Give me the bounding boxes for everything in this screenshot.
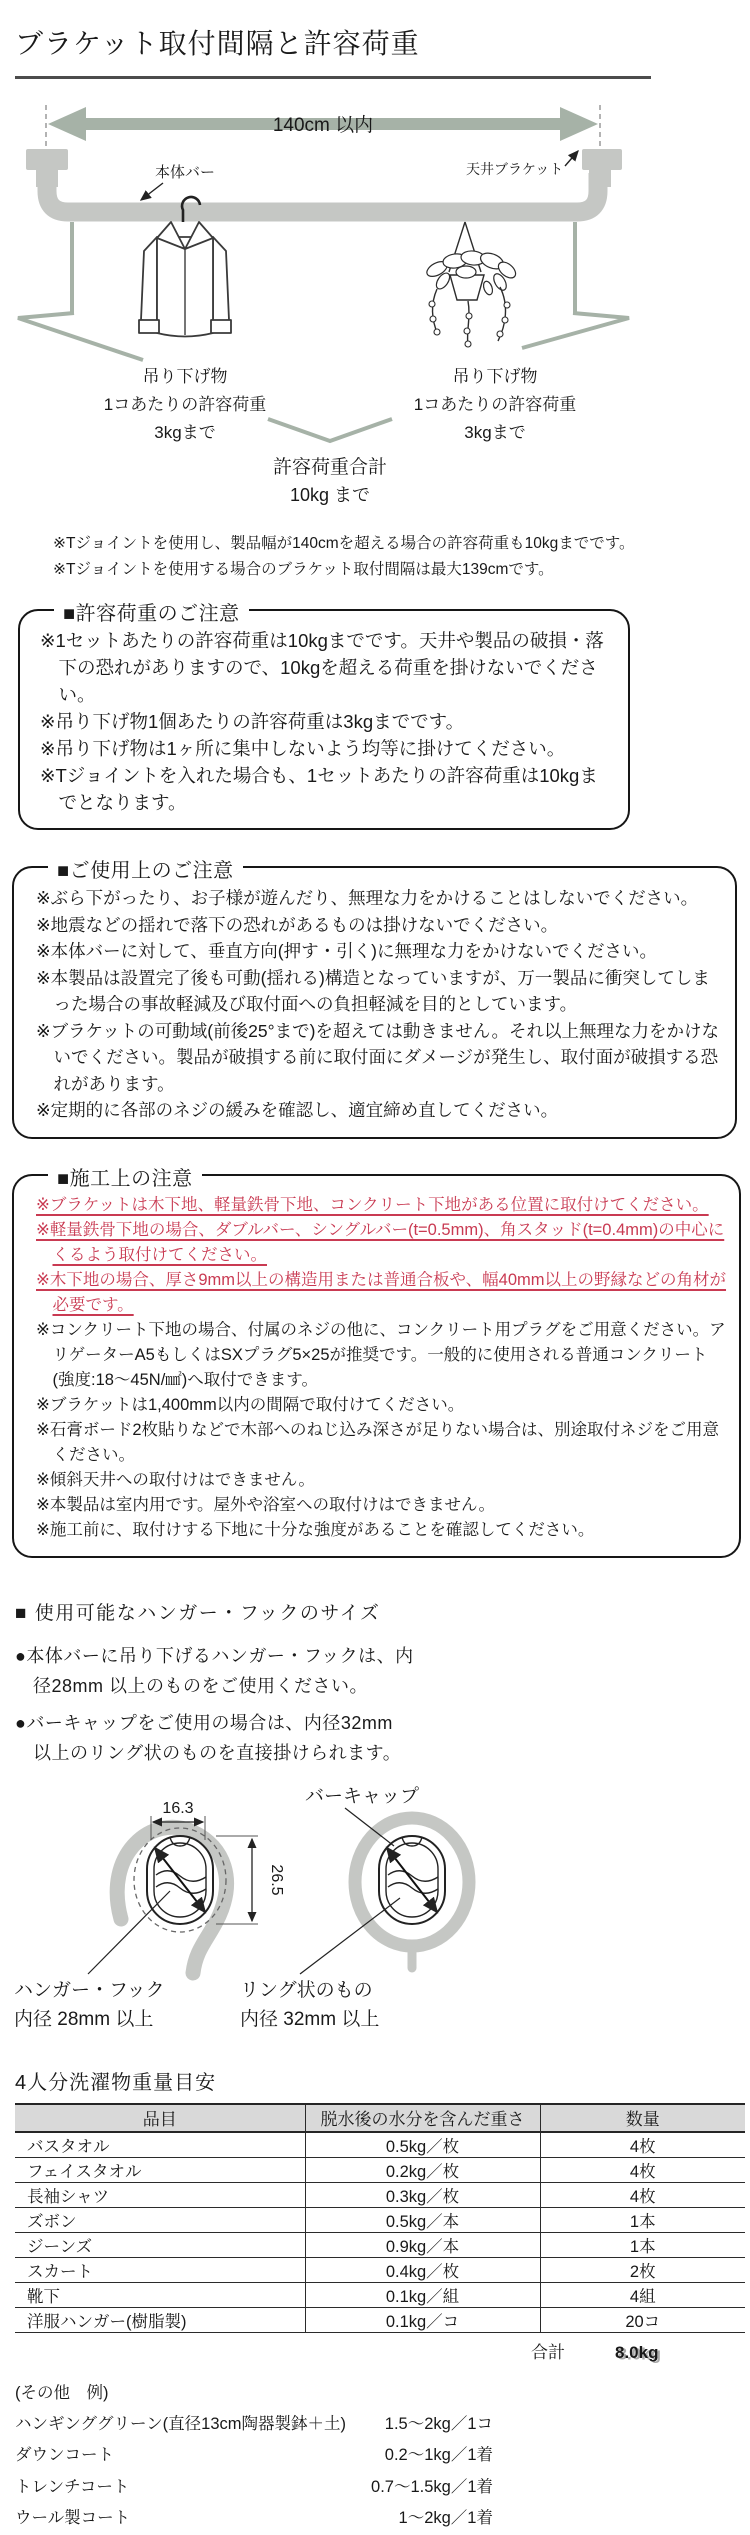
total-leader bbox=[268, 419, 392, 441]
bar-label-arrow bbox=[141, 183, 163, 200]
laundry-weight-table bbox=[15, 2103, 745, 2333]
others-value: 1.5〜2kg／1コ bbox=[384, 2414, 493, 2433]
cell-quantity: 4枚 bbox=[540, 2132, 745, 2158]
hook-label-leader bbox=[88, 1891, 170, 1974]
others-value: 1〜2kg／1着 bbox=[398, 2509, 493, 2527]
usage-notice-title: ■ご使用上のご注意 bbox=[48, 854, 243, 883]
height-dimension-label: 26.5 bbox=[268, 1863, 285, 1896]
table-row bbox=[15, 2207, 745, 2232]
others-section bbox=[15, 2379, 750, 2535]
notice-item: ※定期的に各部のネジの緩みを確認し、適宜締め直してください。 bbox=[36, 1100, 559, 1120]
installation-notice-box bbox=[12, 1167, 741, 1558]
others-value: 0.7〜1.5kg／1着 bbox=[371, 2477, 493, 2496]
cell-weight: 0.4kg／枚 bbox=[305, 2257, 540, 2282]
total-load-line1: 許容荷重合計 bbox=[272, 457, 388, 478]
hook-label-line1: ハンガー・フック bbox=[14, 1979, 165, 2001]
document-page bbox=[0, 22, 750, 2527]
notice-item: ※施工前に、取付けする下地に十分な強度があることを確認してください。 bbox=[36, 1520, 595, 1539]
list-item bbox=[15, 2472, 493, 2504]
diagram-note: ※Tジョイントを使用する場合のブラケット取付間隔は最大139cmです。 bbox=[53, 561, 554, 578]
bar-cap-label: バーキャップ bbox=[305, 1785, 420, 1807]
table-total-row bbox=[15, 2338, 750, 2363]
hook-label-line2: 内径 28mm 以上 bbox=[14, 2008, 154, 2030]
list-item bbox=[15, 2503, 493, 2535]
notice-item: ※吊り下げ物1個あたりの許容荷重は3kgまでです。 bbox=[40, 711, 465, 732]
cell-quantity: 2枚 bbox=[540, 2257, 745, 2282]
notice-item: ※石膏ボード2枚貼りなどで木部へのねじ込み深さが足りない場合は、別途取付ネジをご用意ください。 bbox=[36, 1420, 720, 1464]
ceiling-bracket-label-arrow bbox=[565, 151, 578, 166]
cell-weight: 0.1kg／コ bbox=[305, 2307, 540, 2332]
ring-label-line2: 内径 32mm 以上 bbox=[240, 2008, 380, 2030]
cell-weight: 0.1kg／組 bbox=[305, 2282, 540, 2307]
hanger-size-heading: ■ 使用可能なハンガー・フックのサイズ bbox=[15, 1602, 381, 1624]
others-item: ハンギンググリーン(直径13cm陶器製鉢＋土) bbox=[15, 2414, 347, 2433]
notice-item: ※傾斜天井への取付けはできません。 bbox=[36, 1470, 315, 1489]
width-dimension-label: 16.3 bbox=[162, 1799, 194, 1817]
load-arrow-right bbox=[522, 313, 629, 348]
table-row bbox=[15, 2257, 745, 2282]
cell-quantity: 1本 bbox=[540, 2232, 745, 2257]
notice-item-emphasis: ※木下地の場合、厚さ9mm以上の構造用または普通合板や、幅40mm以上の野縁などの角材が必要です。 bbox=[36, 1270, 727, 1314]
hook-size-diagram bbox=[0, 1776, 750, 2046]
cell-quantity: 4枚 bbox=[540, 2157, 745, 2182]
others-item: ウール製コート bbox=[15, 2509, 131, 2527]
cell-weight: 0.5kg／枚 bbox=[305, 2132, 540, 2158]
diagram-note: ※Tジョイントを使用し、製品幅が140cmを超える場合の許容荷重も10kgまでです。 bbox=[53, 535, 635, 552]
cell-item: ジーンズ bbox=[15, 2232, 305, 2257]
cell-quantity: 20コ bbox=[540, 2307, 745, 2332]
left-item-line2: 1コあたりの許容荷重 bbox=[103, 395, 267, 414]
cell-weight: 0.5kg／本 bbox=[305, 2207, 540, 2232]
total-load-line2: 10kg まで bbox=[289, 485, 371, 505]
col-header-item: 品目 bbox=[15, 2104, 305, 2132]
usage-notice-box bbox=[12, 860, 737, 1139]
col-header-weight: 脱水後の水分を含んだ重さ bbox=[305, 2104, 540, 2132]
list-item bbox=[15, 2440, 493, 2472]
others-item: ダウンコート bbox=[15, 2446, 114, 2464]
cell-item: 洋服ハンガー(樹脂製) bbox=[15, 2307, 305, 2332]
table-row bbox=[15, 2307, 745, 2332]
col-header-quantity: 数量 bbox=[540, 2104, 745, 2132]
cell-weight: 0.2kg／枚 bbox=[305, 2157, 540, 2182]
cell-item: 靴下 bbox=[15, 2282, 305, 2307]
bar-label: 本体バー bbox=[155, 164, 216, 181]
table-header-row bbox=[15, 2104, 745, 2132]
cell-quantity: 4枚 bbox=[540, 2182, 745, 2207]
hanger-bullet: ●本体バーに吊り下げるハンガー・フックは、内径28mm 以上のものをご使用ください。 bbox=[15, 1645, 414, 1696]
load-notice-title: ■許容荷重のご注意 bbox=[54, 597, 249, 626]
hanger-size-bullets bbox=[15, 1641, 415, 1768]
hanger-bullet: ●バーキャップをご使用の場合は、内径32mm 以上のリング状のものを直接掛けられます。 bbox=[15, 1712, 402, 1763]
cell-item: 長袖シャツ bbox=[15, 2182, 305, 2207]
others-title: (その他 例) bbox=[15, 2383, 109, 2402]
cell-item: スカート bbox=[15, 2257, 305, 2282]
ceiling-bracket-label: 天井ブラケット bbox=[466, 161, 564, 177]
notice-item: ※ぶら下がったり、お子様が遊んだり、無理な力をかけることはしないでください。 bbox=[36, 888, 699, 908]
main-bar bbox=[47, 173, 598, 212]
others-item: トレンチコート bbox=[15, 2477, 130, 2496]
cell-weight: 0.3kg／枚 bbox=[305, 2182, 540, 2207]
right-item-line3: 3kgまで bbox=[464, 423, 526, 442]
notice-item: ※本製品は設置完了後も可動(揺れる)構造となっていますが、万一製品に衝突してしまった場合の事故軽減及び取付面への負担軽減を目的としています。 bbox=[36, 967, 710, 1014]
table-row bbox=[15, 2182, 745, 2207]
right-item-line1: 吊り下げ物 bbox=[452, 367, 538, 386]
load-notice-box bbox=[18, 603, 630, 830]
table-row bbox=[15, 2282, 745, 2307]
cell-weight: 0.9kg／本 bbox=[305, 2232, 540, 2257]
notice-item: ※ブラケットは1,400mm以内の間隔で取付けてください。 bbox=[36, 1395, 465, 1414]
left-item-line1: 吊り下げ物 bbox=[142, 367, 228, 386]
list-item bbox=[15, 2409, 493, 2441]
table-row bbox=[15, 2157, 745, 2182]
notice-item-emphasis: ※軽量鉄骨下地の場合、ダブルバー、シングルバー(t=0.5mm)、角スタッド(t=0.4mm)の中心にくるよう取付けてください。 bbox=[36, 1220, 725, 1264]
plant-illustration bbox=[424, 222, 518, 347]
load-arrow-left bbox=[18, 313, 143, 360]
notice-item: ※本製品は室内用です。屋外や浴室への取付けはできません。 bbox=[36, 1495, 495, 1514]
notice-item: ※Tジョイントを入れた場合も、1セットあたりの許容荷重は10kgまでとなります。 bbox=[40, 765, 598, 813]
notice-item: ※ブラケットの可動域(前後25°まで)を超えては動きません。それ以上無理な力をかけないでください。製品が破損する前に取付面にダメージが発生し、取付面が破損する恐れがあります。 bbox=[36, 1020, 719, 1094]
cell-quantity: 1本 bbox=[540, 2207, 745, 2232]
cell-quantity: 4組 bbox=[540, 2282, 745, 2307]
bracket-spacing-diagram bbox=[0, 89, 750, 519]
cell-item: ズボン bbox=[15, 2207, 305, 2232]
laundry-table-title: 4人分洗濯物重量目安 bbox=[15, 2071, 217, 2094]
notice-item: ※地震などの揺れで落下の恐れがあるものは掛けないでください。 bbox=[36, 914, 559, 935]
notice-item-emphasis: ※ブラケットは木下地、軽量鉄骨下地、コンクリート下地がある位置に取付けてください。 bbox=[36, 1195, 709, 1214]
total-label: 合計 bbox=[531, 2342, 565, 2362]
cell-item: バスタオル bbox=[15, 2132, 305, 2158]
installation-notice-title: ■施工上の注意 bbox=[48, 1162, 202, 1191]
notice-item: ※コンクリート下地の場合、付属のネジの他に、コンクリート用プラグをご用意ください。アリゲーターA5もしくはSXプラグ5×25が推奨です。一般的に使用される普通コンクリート(強度:18〜45N/㎟)へ取付できます。 bbox=[36, 1320, 726, 1389]
right-item-line2: 1コあたりの許容荷重 bbox=[413, 395, 577, 414]
notice-item: ※1セットあたりの許容荷重は10kgまでです。天井や製品の破損・落下の恐れがありますので、10kgを超える荷重を掛けないでください。 bbox=[40, 630, 604, 705]
notice-item: ※吊り下げ物は1ヶ所に集中しないよう均等に掛けてください。 bbox=[40, 738, 566, 759]
diagram-notes bbox=[53, 531, 750, 583]
cell-item: フェイスタオル bbox=[15, 2157, 305, 2182]
dimension-label: 140cm 以内 bbox=[272, 115, 374, 136]
total-value: 8.0kg bbox=[615, 2342, 659, 2362]
others-value: 0.2〜1kg／1着 bbox=[384, 2446, 493, 2464]
ring-label-line1: リング状のもの bbox=[240, 1979, 373, 2001]
left-item-line3: 3kgまで bbox=[154, 423, 216, 442]
page-title: ブラケット取付間隔と許容荷重 bbox=[15, 22, 651, 79]
table-row bbox=[15, 2132, 745, 2158]
table-row bbox=[15, 2232, 745, 2257]
notice-item: ※本体バーに対して、垂直方向(押す・引く)に無理な力をかけないでください。 bbox=[36, 941, 657, 961]
